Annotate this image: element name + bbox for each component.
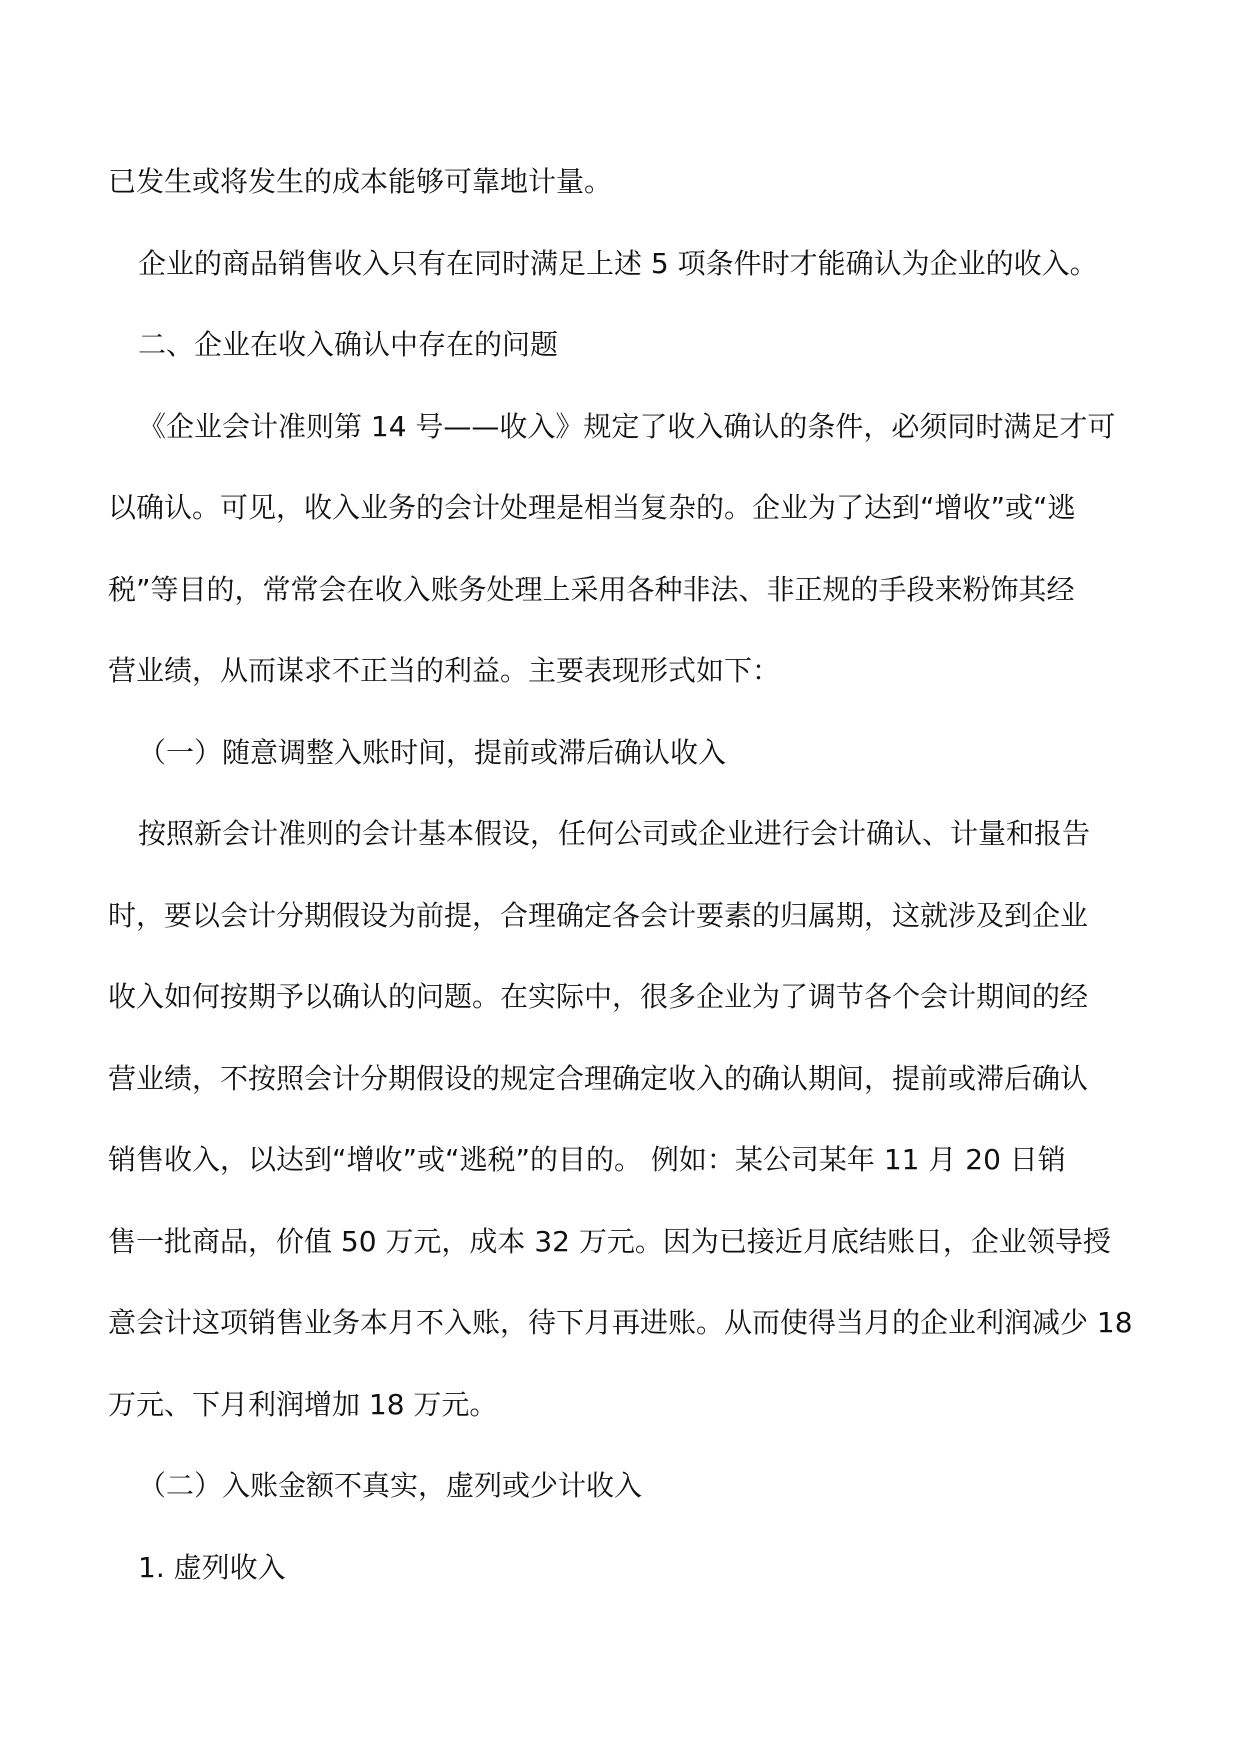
text-line: 售一批商品，价值 50 万元，成本 32 万元。因为已接近月底结账日，企业领导授 [108,1224,1111,1258]
list-item-fictitious-revenue [108,1548,1148,1630]
text-line: 企业的商品销售收入只有在同时满足上述 5 项条件时才能确认为企业的收入。 [138,246,1098,280]
text-line: 1. 虚列收入 [138,1550,286,1584]
paragraph-standard-14 [108,407,1148,733]
paragraph-revenue-conditions [108,244,1148,326]
text-line: 销售收入，以达到“增收”或“逃税”的目的。 例如：某公司某年 11 月 20 日销 [108,1143,1066,1176]
text-line: 时，要以会计分期假设为前提，合理确定各会计要素的归属期，这就涉及到企业 [108,898,1089,932]
text-line: 营业绩，从而谋求不正当的利益。主要表现形式如下： [108,654,781,687]
subheading-timing [108,733,1148,815]
text-line: （一）随意调整入账时间，提前或滞后确认收入 [138,735,727,769]
text-line: 收入如何按期予以确认的问题。在实际中，很多企业为了调节各个会计期间的经 [108,980,1089,1013]
paragraph-cost-measurement [108,162,1148,244]
text-line: 已发生或将发生的成本能够可靠地计量。 [108,165,613,198]
text-line: 营业绩，不按照会计分期假设的规定合理确定收入的确认期间，提前或滞后确认 [108,1061,1089,1095]
document-body [108,162,1148,1629]
text-line: 二、企业在收入确认中存在的问题 [138,328,559,361]
text-line: 以确认。可见，收入业务的会计处理是相当复杂的。企业为了达到“增收”或“逃 [108,491,1076,524]
text-line: 税”等目的，常常会在收入账务处理上采用各种非法、非正规的手段来粉饰其经 [108,572,1075,606]
text-line: 万元、下月利润增加 18 万元。 [108,1387,498,1421]
section-heading-problems [108,325,1148,407]
text-line: （二）入账金额不真实，虚列或少计收入 [138,1469,643,1502]
subheading-amounts [108,1466,1148,1548]
text-line: 《企业会计准则第 14 号——收入》规定了收入确认的条件，必须同时满足才可 [138,409,1116,443]
text-line: 按照新会计准则的会计基本假设，任何公司或企业进行会计确认、计量和报告 [138,817,1091,850]
paragraph-accounting-periods [108,814,1148,1466]
text-line: 意会计这项销售业务本月不入账，待下月再进账。从而使得当月的企业利润减少 18 [108,1306,1133,1339]
